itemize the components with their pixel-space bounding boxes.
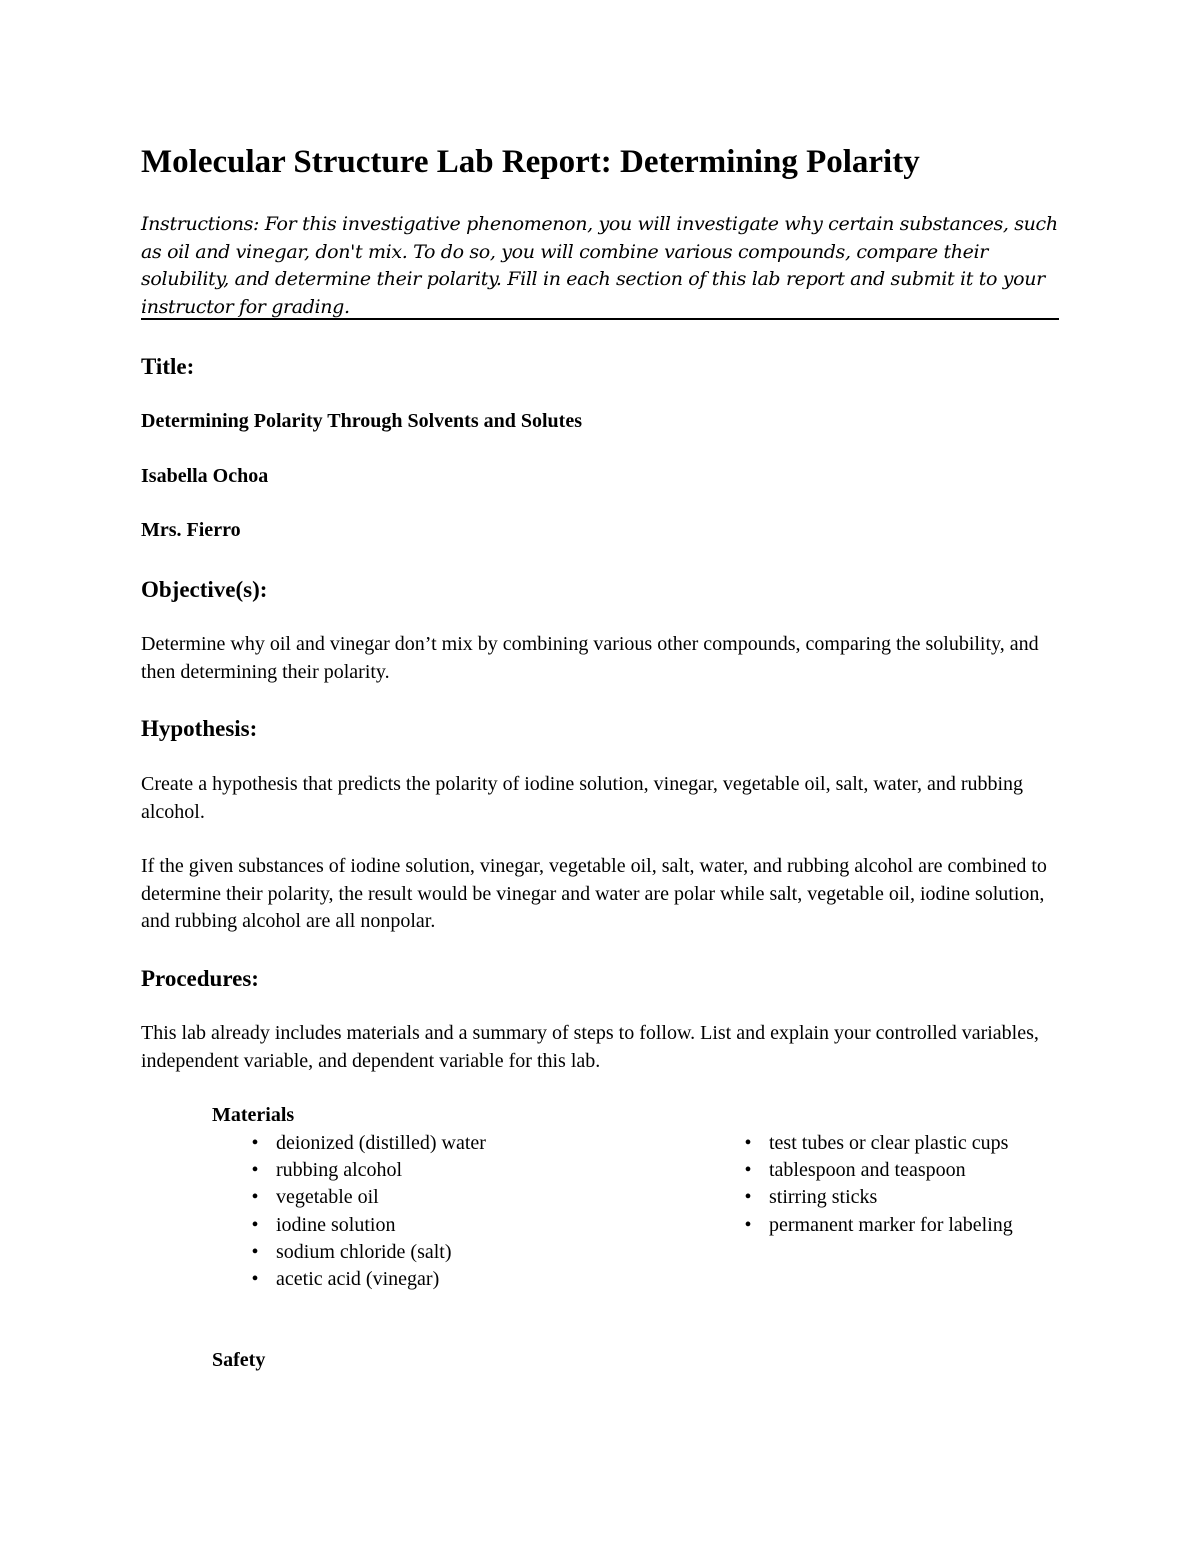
bullet-icon: • — [251, 1186, 259, 1209]
bullet-icon: • — [251, 1268, 259, 1291]
safety-heading: Safety — [212, 1349, 266, 1371]
bullet-icon: • — [744, 1186, 752, 1209]
bullet-icon: • — [251, 1213, 259, 1236]
bullet-icon: • — [251, 1159, 259, 1182]
list-item: • permanent marker for labeling — [738, 1212, 1019, 1239]
instructions-text: Instructions: For this investigative phenomenon, you will investigate why certain substances, such as oil and vinegar, don't mix. To do so, you will combine various compounds, compare their solubility, and determine their polarity. Fill in each section of this lab report and submit it to your instructor for grading. — [141, 213, 1058, 318]
list-item: • tablespoon and teaspoon — [738, 1157, 1068, 1184]
section-divider — [141, 318, 1059, 320]
student-name: Isabella Ochoa — [141, 465, 269, 487]
procedures-prompt: This lab already includes materials and a summary of steps to follow. List and explain your controlled variables, independent variable, and dependent variable for this lab. — [141, 1022, 1039, 1072]
materials-list-left — [245, 1130, 575, 1293]
list-item: • deionized (distilled) water — [245, 1130, 575, 1157]
hypothesis-heading: Hypothesis: — [141, 716, 258, 741]
list-item: • sodium chloride (salt) — [245, 1239, 575, 1266]
report-title: Determining Polarity Through Solvents and Solutes — [141, 410, 582, 432]
bullet-icon: • — [744, 1213, 752, 1236]
list-item: • stirring sticks — [738, 1184, 1068, 1211]
bullet-icon: • — [744, 1132, 752, 1154]
list-item: • acetic acid (vinegar) — [245, 1266, 575, 1293]
materials-list-right — [738, 1130, 1068, 1239]
list-item: • iodine solution — [245, 1212, 575, 1239]
objective-text: Determine why oil and vinegar don’t mix by combining various other compounds, comparing the solubility, and then determining their polarity. — [141, 633, 1039, 683]
hypothesis-prompt: Create a hypothesis that predicts the polarity of iodine solution, vinegar, vegetable oil, salt, water, and rubbing alcohol. — [141, 773, 1024, 823]
title-heading: Title: — [141, 354, 195, 379]
list-item: • test tubes or clear plastic cups — [738, 1130, 1068, 1157]
list-item: • vegetable oil — [245, 1184, 575, 1211]
procedures-heading: Procedures: — [141, 966, 259, 991]
document-title: Molecular Structure Lab Report: Determining Polarity — [141, 144, 920, 180]
teacher-name: Mrs. Fierro — [141, 519, 241, 541]
list-item: • rubbing alcohol — [245, 1157, 575, 1184]
objective-heading: Objective(s): — [141, 577, 268, 602]
materials-heading: Materials — [212, 1104, 295, 1126]
bullet-icon: • — [744, 1159, 752, 1182]
bullet-icon: • — [251, 1240, 259, 1263]
hypothesis-answer: If the given substances of iodine solution, vinegar, vegetable oil, salt, water, and rubbing alcohol are combined to determine their polarity, the result would be vinegar and water are polar while salt, vegetable oil, iodine solution, and rubbing alcohol are all nonpolar. — [141, 855, 1047, 932]
bullet-icon: • — [251, 1132, 259, 1154]
